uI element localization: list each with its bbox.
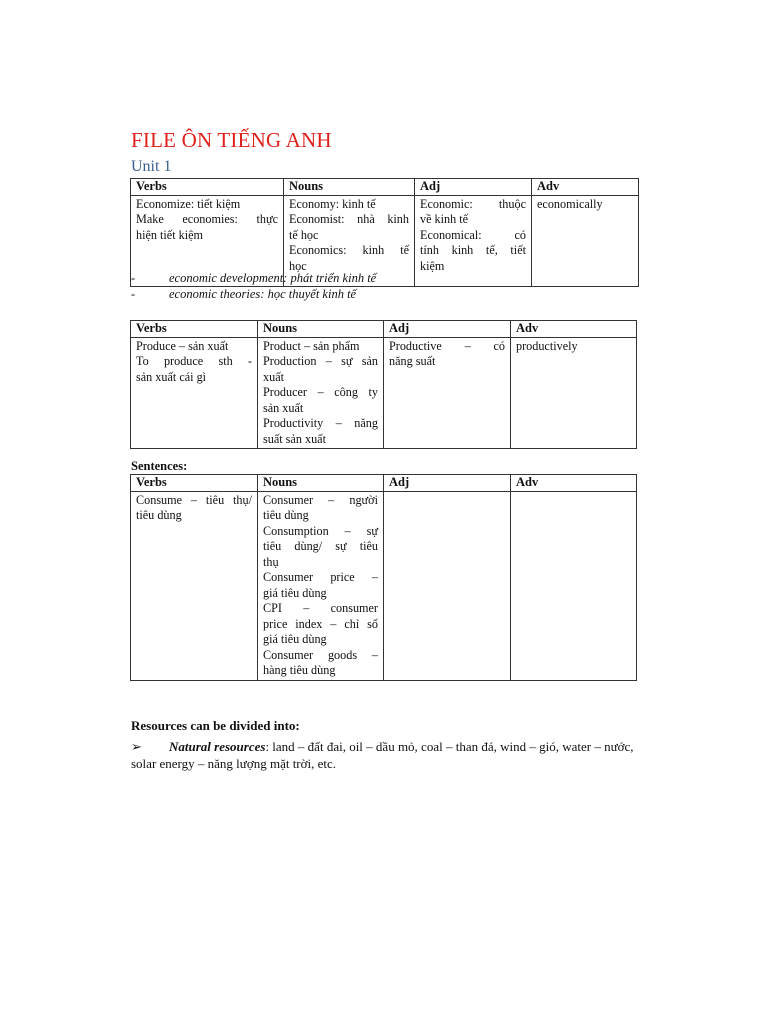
list-item — [131, 738, 638, 772]
cell-line: suất sản xuất — [263, 431, 326, 446]
cell-line: tế học — [289, 227, 319, 242]
cell-line: sản xuất — [263, 400, 304, 415]
cell-line: kiệm — [420, 258, 445, 273]
cell-line: To produce sth - — [136, 354, 252, 368]
cell-adj — [415, 195, 532, 286]
cell-verbs — [131, 491, 258, 680]
cell-line: Consumption – sự — [263, 523, 378, 538]
cell-line: Economical: có — [420, 227, 526, 242]
table-row — [131, 491, 637, 680]
cell-line: sản xuất cái gì — [136, 369, 207, 384]
header-adv: Adv — [532, 179, 639, 196]
cell-nouns — [258, 491, 384, 680]
table-header-row — [131, 475, 637, 492]
cell-line: CPI – consumer — [263, 601, 378, 615]
cell-verbs — [131, 337, 258, 449]
cell-line: price index – chỉ số — [263, 616, 378, 631]
unit-heading: Unit 1 — [131, 158, 172, 175]
header-adj: Adj — [415, 179, 532, 196]
cell-adv — [511, 337, 637, 449]
note-text: economic theories: học thuyết kinh tế — [169, 287, 357, 301]
cell-line: productively — [516, 338, 578, 353]
document-title: FILE ÔN TIẾNG ANH — [131, 128, 332, 152]
cell-line: hàng tiêu dùng — [263, 663, 336, 677]
cell-line: Economist: nhà kinh — [289, 212, 409, 226]
cell-line: tiêu dùng — [136, 508, 182, 522]
cell-adj — [384, 337, 511, 449]
header-nouns: Nouns — [258, 475, 384, 492]
cell-line: Economics: kinh tế — [289, 243, 409, 257]
header-adj: Adj — [384, 475, 511, 492]
header-verbs: Verbs — [131, 321, 258, 338]
cell-nouns — [258, 337, 384, 449]
cell-line: Consume – tiêu thụ/ — [136, 492, 252, 507]
cell-line: về kinh tế — [420, 212, 469, 226]
cell-line: Production – sự sản — [263, 354, 378, 368]
cell-line: Economic: thuộc — [420, 196, 526, 211]
cell-line: Produce – sản xuất — [136, 338, 229, 353]
list-bullet: - — [131, 287, 136, 301]
cell-line: economically — [537, 196, 603, 211]
cell-adv — [511, 491, 637, 680]
cell-line: thụ — [263, 554, 279, 569]
header-verbs: Verbs — [131, 179, 284, 196]
header-nouns: Nouns — [258, 321, 384, 338]
sentences-label: Sentences: — [131, 459, 188, 473]
cell-line: Economy: kinh tế — [289, 196, 376, 211]
cell-line: giá tiêu dùng — [263, 585, 327, 600]
cell-line: năng suất — [389, 354, 436, 368]
header-verbs: Verbs — [131, 475, 258, 492]
header-adv: Adv — [511, 321, 637, 338]
cell-line: Productivity – năng — [263, 416, 378, 430]
cell-line: tính kinh tế, tiết — [420, 243, 526, 257]
list-bullet: - — [131, 271, 136, 285]
cell-line: xuất — [263, 369, 284, 384]
cell-line: Productive – có — [389, 338, 505, 353]
cell-line: Product – sản phẩm — [263, 338, 360, 353]
cell-line: Consumer – người — [263, 492, 378, 507]
cell-line: tiêu dùng/ sự tiêu — [263, 539, 378, 553]
cell-line: Economize: tiết kiệm — [136, 196, 241, 211]
header-nouns: Nouns — [284, 179, 415, 196]
cell-line: Producer – công ty — [263, 385, 378, 399]
economic-notes — [131, 270, 376, 302]
list-item — [131, 270, 376, 286]
arrow-bullet-icon: ➢ — [131, 739, 142, 754]
cell-line: Make economies: thực — [136, 212, 278, 226]
table-header-row — [131, 179, 639, 196]
cell-adj — [384, 491, 511, 680]
cell-line: giá tiêu dùng — [263, 632, 327, 646]
table-header-row — [131, 321, 637, 338]
list-item — [131, 286, 376, 302]
cell-line: tiêu dùng — [263, 508, 309, 522]
cell-line: hiện tiết kiệm — [136, 227, 204, 242]
cell-line: Consumer price – — [263, 570, 378, 584]
vocab-table-produce — [130, 320, 637, 449]
header-adv: Adv — [511, 475, 637, 492]
note-text: economic development: phát triển kinh tế — [169, 271, 377, 285]
natural-resources-text: : land – đất đai, oil – dầu mỏ, coal – than đá, wind – gió, water – nước, solar energy – năng lượng mặt trời, etc. — [131, 739, 634, 771]
vocab-table-consume — [130, 474, 637, 681]
cell-line: Consumer goods – — [263, 647, 378, 662]
header-adj: Adj — [384, 321, 511, 338]
cell-line: học — [289, 258, 307, 273]
natural-resources-label: Natural resources — [169, 739, 266, 754]
cell-adv — [532, 195, 639, 286]
table-row — [131, 337, 637, 449]
resources-heading: Resources can be divided into: — [131, 718, 300, 733]
